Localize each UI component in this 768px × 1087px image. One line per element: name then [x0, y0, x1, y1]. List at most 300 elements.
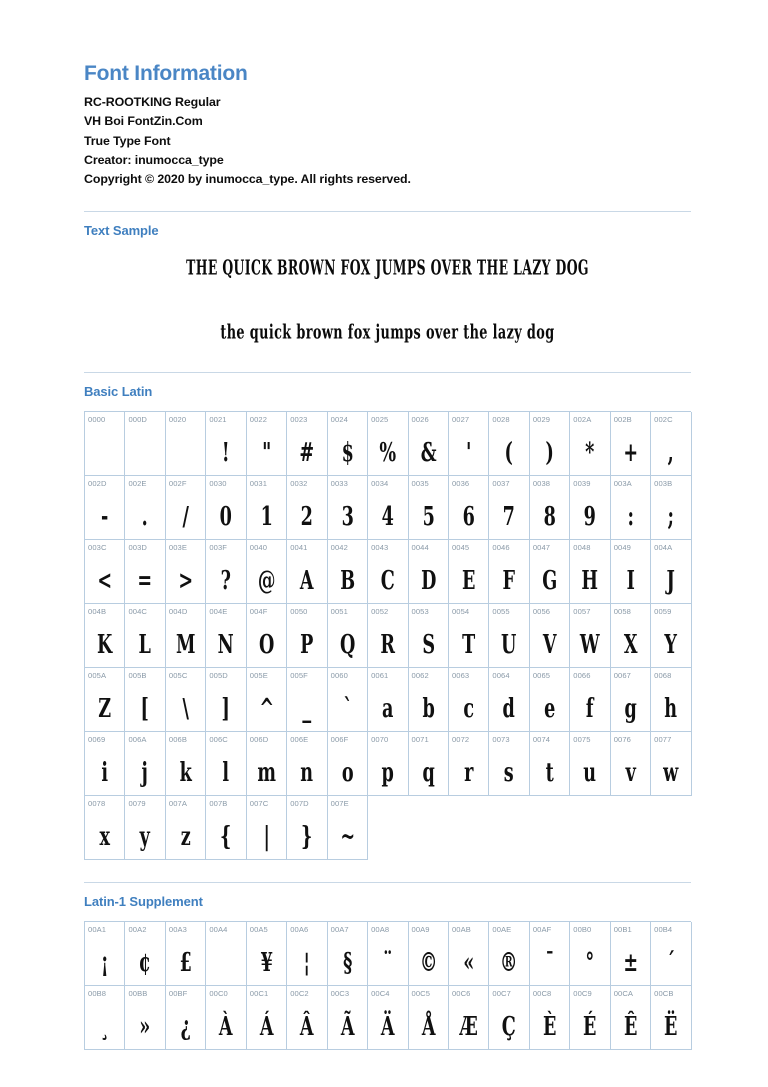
glyph-codepoint-label: 00C3 — [330, 989, 350, 999]
glyph-cell — [449, 412, 489, 476]
glyph-cell — [166, 668, 206, 732]
glyph-codepoint-label: 00C8 — [532, 989, 552, 999]
glyph-cell — [409, 412, 449, 476]
glyph-codepoint-label: 0052 — [371, 607, 389, 617]
glyph-cell — [570, 922, 610, 986]
glyph-sample: © — [419, 946, 438, 978]
glyph-codepoint-label: 0055 — [492, 607, 510, 617]
glyph-codepoint-label: 0051 — [330, 607, 348, 617]
glyph-sample: l — [222, 756, 230, 788]
glyph-cell — [166, 732, 206, 796]
section-divider — [84, 882, 691, 883]
glyph-codepoint-label: 005E — [249, 671, 268, 681]
glyph-codepoint-label: 005D — [209, 671, 228, 681]
glyph-sample: L — [138, 628, 152, 660]
glyph-sample: , — [667, 436, 674, 468]
glyph-sample: = — [137, 564, 153, 596]
glyph-sample: « — [463, 946, 475, 978]
glyph-cell — [611, 668, 651, 732]
glyph-codepoint-label: 0031 — [249, 479, 268, 489]
glyph-cell — [206, 986, 246, 1050]
glyph-codepoint-label: 0026 — [411, 415, 429, 425]
glyph-codepoint-label: 0066 — [573, 671, 591, 681]
glyph-cell — [611, 922, 651, 986]
glyph-cell — [368, 540, 408, 604]
glyph-codepoint-label: 005A — [88, 671, 107, 681]
glyph-cell — [611, 412, 651, 476]
glyph-codepoint-label: 0058 — [613, 607, 631, 617]
glyph-sample: Z — [98, 692, 112, 724]
glyph-cell — [409, 986, 449, 1050]
glyph-codepoint-label: 0029 — [532, 415, 551, 425]
glyph-sample: # — [299, 436, 315, 468]
glyph-cell — [85, 604, 125, 668]
glyph-sample: 5 — [422, 500, 435, 532]
glyph-sample: ; — [667, 500, 675, 532]
glyph-codepoint-label: 003F — [209, 543, 228, 553]
glyph-sample: ¿ — [180, 1010, 191, 1042]
glyph-codepoint-label: 0069 — [88, 735, 106, 745]
glyph-codepoint-label: 0071 — [411, 735, 429, 745]
glyph-sample: Ê — [623, 1010, 638, 1042]
glyph-cell — [489, 604, 529, 668]
glyph-sample: 9 — [583, 500, 597, 532]
glyph-sample: I — [626, 564, 635, 596]
glyph-cell — [409, 476, 449, 540]
glyph-cell — [247, 476, 287, 540]
glyph-codepoint-label: 00BF — [168, 989, 188, 999]
glyph-codepoint-label: 00C4 — [371, 989, 390, 999]
glyph-cell — [85, 412, 125, 476]
glyph-sample: ¦ — [303, 946, 311, 978]
glyph-codepoint-label: 00B4 — [654, 925, 673, 935]
glyph-sample: B — [339, 564, 355, 596]
glyph-cell — [247, 540, 287, 604]
glyph-sample: R — [380, 628, 396, 660]
glyph-cell — [449, 540, 489, 604]
glyph-codepoint-label: 0062 — [411, 671, 429, 681]
glyph-cell — [166, 796, 206, 860]
glyph-cell — [449, 986, 489, 1050]
glyph-sample: G — [542, 564, 558, 596]
glyph-codepoint-label: 0022 — [249, 415, 268, 425]
glyph-codepoint-label: 005F — [290, 671, 308, 681]
glyph-cell — [247, 412, 287, 476]
glyph-codepoint-label: 00CB — [654, 989, 674, 999]
glyph-codepoint-label: 003D — [128, 543, 147, 553]
glyph-cell — [206, 668, 246, 732]
glyph-sample: O — [258, 628, 275, 660]
glyph-cell — [328, 476, 368, 540]
glyph-codepoint-label: 0023 — [290, 415, 308, 425]
glyph-cell — [206, 540, 246, 604]
glyph-codepoint-label: 0063 — [451, 671, 470, 681]
glyph-cell — [651, 604, 691, 668]
glyph-sample: + — [623, 436, 638, 468]
glyph-sample: * — [585, 436, 595, 468]
glyph-sample: i — [101, 756, 109, 788]
glyph-sample: ¢ — [139, 946, 152, 978]
glyph-sample: % — [379, 436, 397, 468]
glyph-sample: M — [175, 628, 196, 660]
glyph-cell — [368, 986, 408, 1050]
glyph-codepoint-label: 00B1 — [613, 925, 632, 935]
glyph-sample: g — [624, 692, 637, 724]
glyph-cell — [611, 986, 651, 1050]
glyph-sample: ) — [545, 436, 554, 468]
glyph-cell — [489, 540, 529, 604]
glyph-sample: m — [257, 756, 276, 788]
glyph-cell — [287, 540, 327, 604]
glyph-codepoint-label: 007C — [249, 799, 269, 809]
glyph-cell — [651, 732, 691, 796]
glyph-cell — [530, 922, 570, 986]
glyph-cell — [125, 732, 165, 796]
glyph-cell — [85, 922, 125, 986]
glyph-cell — [247, 922, 287, 986]
glyph-cell — [611, 476, 651, 540]
glyph-codepoint-label: 0044 — [411, 543, 429, 553]
glyph-codepoint-label: 0000 — [88, 415, 106, 425]
glyph-cell — [287, 668, 327, 732]
glyph-sample: Ã — [340, 1010, 355, 1042]
glyph-sample: È — [542, 1010, 557, 1042]
glyph-cell — [489, 986, 529, 1050]
glyph-sample: b — [422, 692, 435, 724]
glyph-sample: ° — [585, 946, 595, 978]
glyph-cell — [287, 986, 327, 1050]
glyph-cell — [409, 540, 449, 604]
glyph-cell — [530, 732, 570, 796]
glyph-codepoint-label: 006E — [290, 735, 309, 745]
glyph-cell — [489, 668, 529, 732]
glyph-cell — [409, 732, 449, 796]
glyph-codepoint-label: 000D — [128, 415, 147, 425]
glyph-cell — [368, 476, 408, 540]
glyph-sample: . — [142, 500, 149, 532]
glyph-sample: h — [664, 692, 678, 724]
glyph-codepoint-label: 0054 — [451, 607, 470, 617]
glyph-sample: » — [139, 1010, 151, 1042]
glyph-codepoint-label: 002E — [128, 479, 147, 489]
section-divider — [84, 372, 691, 373]
glyph-codepoint-label: 006C — [209, 735, 228, 745]
glyph-sample: ! — [222, 436, 230, 468]
glyph-codepoint-label: 0041 — [290, 543, 308, 553]
glyph-codepoint-label: 002D — [88, 479, 107, 489]
glyph-cell — [409, 922, 449, 986]
glyph-codepoint-label: 00B0 — [573, 925, 592, 935]
glyph-sample: C — [380, 564, 395, 596]
font-information-block — [84, 0, 691, 189]
glyph-sample: ^ — [259, 692, 274, 724]
glyph-codepoint-label: 0047 — [532, 543, 551, 553]
glyph-codepoint-label: 00A3 — [168, 925, 188, 935]
glyph-codepoint-label: 00A1 — [88, 925, 107, 935]
glyph-sample: D — [420, 564, 436, 596]
glyph-sample: A — [300, 564, 314, 596]
glyph-codepoint-label: 006B — [168, 735, 188, 745]
glyph-codepoint-label: 0037 — [492, 479, 510, 489]
glyph-codepoint-label: 007B — [209, 799, 228, 809]
glyph-cell — [206, 476, 246, 540]
glyph-cell — [570, 668, 610, 732]
glyph-sample: n — [300, 756, 314, 788]
glyph-sample: & — [420, 436, 437, 468]
glyph-cell — [489, 732, 529, 796]
glyph-cell — [409, 668, 449, 732]
glyph-sample: < — [97, 564, 113, 596]
glyph-sample: u — [583, 756, 597, 788]
glyph-cell — [206, 604, 246, 668]
glyph-cell — [449, 476, 489, 540]
glyph-codepoint-label: 0074 — [532, 735, 551, 745]
glyph-codepoint-label: 0079 — [128, 799, 146, 809]
glyph-codepoint-label: 0065 — [532, 671, 551, 681]
glyph-cell — [247, 732, 287, 796]
glyph-sample: W — [580, 628, 600, 660]
glyph-codepoint-label: 00AB — [451, 925, 471, 935]
glyph-codepoint-label: 002F — [168, 479, 187, 489]
glyph-cell — [287, 476, 327, 540]
glyph-sample: ? — [220, 564, 232, 596]
glyph-cell — [611, 604, 651, 668]
glyph-codepoint-label: 00C0 — [209, 989, 228, 999]
glyph-codepoint-label: 004A — [654, 543, 673, 553]
glyph-codepoint-label: 004B — [88, 607, 107, 617]
glyph-cell — [287, 922, 327, 986]
glyph-codepoint-label: 0064 — [492, 671, 510, 681]
glyph-cell — [125, 796, 165, 860]
glyph-sample: £ — [179, 946, 192, 978]
glyph-codepoint-label: 0075 — [573, 735, 591, 745]
glyph-cell — [651, 922, 691, 986]
glyph-codepoint-label: 004C — [128, 607, 147, 617]
glyph-codepoint-label: 0059 — [654, 607, 672, 617]
glyph-codepoint-label: 00AE — [492, 925, 512, 935]
glyph-cell — [530, 604, 570, 668]
glyph-sample — [168, 424, 203, 481]
glyph-sample: E — [461, 564, 476, 596]
glyph-cell — [247, 986, 287, 1050]
glyph-codepoint-label: 005B — [128, 671, 147, 681]
font-format-line: True Type Font — [84, 133, 171, 148]
glyph-codepoint-label: 0034 — [371, 479, 389, 489]
glyph-codepoint-label: 0056 — [532, 607, 551, 617]
glyph-codepoint-label: 002B — [613, 415, 632, 425]
glyph-sample: x — [99, 820, 110, 852]
glyph-sample: [ — [140, 692, 150, 724]
glyph-sample: f — [586, 692, 594, 724]
page-title: Font Information — [84, 62, 248, 85]
glyph-cell-empty — [530, 796, 570, 860]
glyph-sample: j — [141, 756, 149, 788]
glyph-codepoint-label: 0043 — [371, 543, 389, 553]
glyph-cell — [328, 540, 368, 604]
glyph-codepoint-label: 0060 — [330, 671, 348, 681]
glyph-cell — [247, 796, 287, 860]
basic-latin-glyph-grid — [84, 411, 691, 860]
glyph-cell — [368, 604, 408, 668]
glyph-cell-empty — [570, 796, 610, 860]
glyph-codepoint-label: 0076 — [613, 735, 631, 745]
text-sample-area — [84, 238, 691, 350]
glyph-cell — [247, 668, 287, 732]
glyph-sample: Å — [421, 1010, 436, 1042]
glyph-sample: 6 — [462, 500, 475, 532]
glyph-codepoint-label: 00A4 — [209, 925, 228, 935]
glyph-codepoint-label: 0036 — [451, 479, 470, 489]
glyph-sample: Ä — [380, 1010, 395, 1042]
glyph-codepoint-label: 003E — [168, 543, 188, 553]
glyph-sample — [209, 934, 244, 991]
glyph-codepoint-label: 0073 — [492, 735, 510, 745]
glyph-sample: T — [462, 628, 476, 660]
glyph-codepoint-label: 004F — [249, 607, 268, 617]
glyph-codepoint-label: 0032 — [290, 479, 308, 489]
glyph-cell-empty — [368, 796, 408, 860]
glyph-sample: q — [422, 756, 435, 788]
glyph-cell — [206, 412, 246, 476]
glyph-sample: ¸ — [100, 1010, 110, 1042]
glyph-sample: N — [217, 628, 235, 660]
glyph-cell — [651, 668, 691, 732]
glyph-codepoint-label: 006A — [128, 735, 147, 745]
glyph-codepoint-label: 007A — [168, 799, 188, 809]
glyph-cell — [449, 668, 489, 732]
glyph-cell — [570, 986, 610, 1050]
glyph-sample: \ — [182, 692, 189, 724]
glyph-codepoint-label: 0049 — [613, 543, 631, 553]
glyph-codepoint-label: 00AF — [532, 925, 552, 935]
basic-latin-section — [84, 372, 691, 860]
glyph-sample: K — [97, 628, 113, 660]
glyph-sample: e — [543, 692, 556, 724]
glyph-sample: z — [180, 820, 191, 852]
glyph-cell — [489, 476, 529, 540]
glyph-cell — [530, 476, 570, 540]
glyph-cell — [651, 986, 691, 1050]
glyph-cell — [449, 732, 489, 796]
glyph-sample: v — [625, 756, 636, 788]
glyph-codepoint-label: 00C7 — [492, 989, 511, 999]
glyph-sample: ¡ — [100, 946, 109, 978]
glyph-sample: ± — [623, 946, 638, 978]
glyph-cell — [125, 412, 165, 476]
glyph-sample: É — [583, 1010, 597, 1042]
glyph-sample: J — [666, 564, 676, 596]
glyph-sample: H — [581, 564, 599, 596]
glyph-cell — [85, 732, 125, 796]
font-creator-line: Creator: inumocca_type — [84, 152, 224, 167]
glyph-sample: À — [219, 1010, 233, 1042]
glyph-cell — [287, 732, 327, 796]
glyph-codepoint-label: 0070 — [371, 735, 389, 745]
glyph-codepoint-label: 0025 — [371, 415, 389, 425]
section-divider — [84, 211, 691, 212]
glyph-cell — [85, 540, 125, 604]
glyph-codepoint-label: 003C — [88, 543, 107, 553]
glyph-sample: ® — [500, 946, 518, 978]
glyph-cell — [206, 732, 246, 796]
glyph-cell — [166, 476, 206, 540]
font-source-line: VH Boi FontZin.Com — [84, 114, 203, 129]
text-sample-section — [84, 211, 691, 350]
glyph-sample: 3 — [341, 500, 354, 532]
glyph-codepoint-label: 0042 — [330, 543, 348, 553]
font-name-line: RC-ROOTKING Regular — [84, 95, 221, 110]
glyph-cell — [85, 986, 125, 1050]
glyph-cell — [166, 922, 206, 986]
glyph-codepoint-label: 007D — [290, 799, 309, 809]
glyph-codepoint-label: 00BB — [128, 989, 148, 999]
glyph-cell — [570, 732, 610, 796]
glyph-sample: $ — [341, 436, 354, 468]
glyph-codepoint-label: 005C — [168, 671, 188, 681]
glyph-sample: } — [301, 820, 313, 852]
glyph-sample: U — [501, 628, 517, 660]
glyph-codepoint-label: 0057 — [573, 607, 591, 617]
glyph-cell — [125, 922, 165, 986]
glyph-cell — [449, 922, 489, 986]
glyph-cell — [287, 604, 327, 668]
glyph-sample: ¨ — [383, 946, 393, 978]
glyph-codepoint-label: 00A5 — [249, 925, 268, 935]
glyph-cell-empty — [409, 796, 449, 860]
glyph-sample: ` — [342, 692, 352, 724]
glyph-sample: : — [627, 500, 634, 532]
glyph-sample: Ë — [664, 1010, 678, 1042]
latin1-supplement-glyph-grid — [84, 921, 691, 1050]
glyph-cell — [166, 540, 206, 604]
glyph-codepoint-label: 00C9 — [573, 989, 592, 999]
glyph-sample: ] — [221, 692, 231, 724]
glyph-cell — [651, 540, 691, 604]
glyph-codepoint-label: 0048 — [573, 543, 591, 553]
glyph-cell — [489, 412, 529, 476]
glyph-codepoint-label: 0033 — [330, 479, 348, 489]
glyph-cell — [125, 540, 165, 604]
glyph-codepoint-label: 0028 — [492, 415, 510, 425]
glyph-cell — [368, 668, 408, 732]
glyph-sample: Y — [664, 628, 678, 660]
glyph-sample: X — [623, 628, 638, 660]
glyph-cell — [651, 412, 691, 476]
glyph-cell-empty — [611, 796, 651, 860]
glyph-cell — [570, 412, 610, 476]
glyph-cell-empty — [449, 796, 489, 860]
glyph-cell — [530, 986, 570, 1050]
glyph-sample — [87, 424, 122, 481]
glyph-sample: 4 — [381, 500, 394, 532]
glyph-cell — [368, 732, 408, 796]
glyph-codepoint-label: 0045 — [451, 543, 470, 553]
text-sample-heading: Text Sample — [84, 223, 159, 239]
glyph-sample: 2 — [300, 500, 314, 532]
glyph-sample: ¯ — [545, 946, 554, 978]
glyph-sample: " — [261, 436, 272, 468]
glyph-sample: c — [463, 692, 475, 724]
glyph-cell — [368, 922, 408, 986]
glyph-sample: P — [300, 628, 314, 660]
glyph-cell-empty — [489, 796, 529, 860]
glyph-cell — [328, 732, 368, 796]
glyph-codepoint-label: 00A9 — [411, 925, 430, 935]
glyph-codepoint-label: 00B8 — [88, 989, 107, 999]
glyph-cell — [328, 922, 368, 986]
glyph-cell — [206, 796, 246, 860]
glyph-sample: 0 — [219, 500, 233, 532]
